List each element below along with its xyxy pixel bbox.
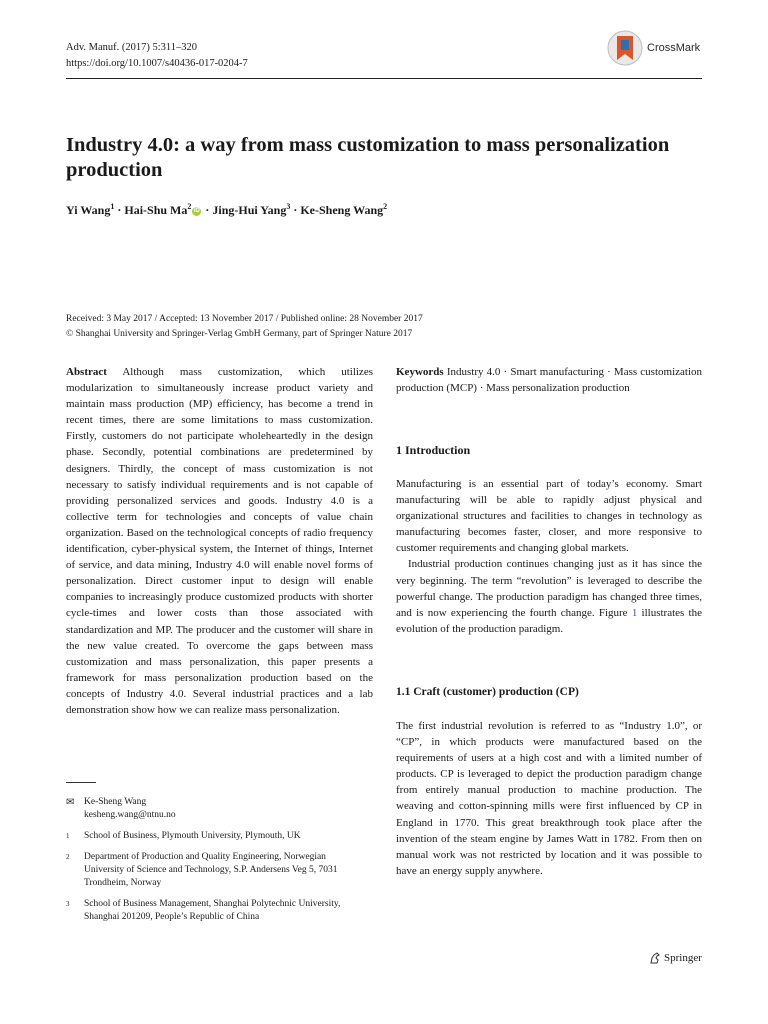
author-separator: ·: [290, 203, 301, 217]
abstract-label: Abstract: [66, 366, 107, 378]
orcid-icon[interactable]: iD: [193, 207, 200, 214]
author-name[interactable]: Hai-Shu Ma: [124, 203, 188, 217]
crossmark-icon: [607, 30, 643, 66]
paragraph-text: Industrial production continues changing just as it has since the very beginning. The term “revolution” is leveraged to describe the powerful change. The production paradigm has changed three times, and is now experiencing the fourth change. Figure: [396, 558, 702, 619]
crossmark-badge[interactable]: [607, 30, 700, 66]
author-name[interactable]: Yi Wang: [66, 203, 111, 217]
affiliation-text: School of Business, Plymouth University, Plymouth, UK: [84, 831, 301, 841]
corresponding-author: [66, 796, 366, 822]
author-name[interactable]: Jing-Hui Yang: [212, 203, 287, 217]
publication-dates: [66, 312, 423, 342]
publisher-logo: [649, 952, 702, 964]
author-separator: ·: [114, 203, 125, 217]
dates-line: Received: 3 May 2017 / Accepted: 13 November 2017 / Published online: 28 November 2017: [66, 314, 423, 324]
author-affiliation: 2: [383, 202, 388, 211]
figure-reference-link[interactable]: 1: [631, 606, 638, 619]
paragraph: The first industrial revolution is referred to as “Industry 1.0”, or “CP”, in which products were manufactured based on the requirements of users at a high cost and with a limited number of products. CP is leveraged to depict the production paradigm change from entirely manual production to machine production. The weaving and cotton-spinning mills were first influenced by CP in England in 1770. This great breakthrough took place after the invention of the steam engine by James Watt in 1782. From then on manual work was not restricted by location and it was possible to have an energy supply anywhere.: [396, 720, 702, 877]
section-heading-introduction: 1 Introduction: [396, 443, 471, 457]
author-separator: ·: [202, 203, 213, 217]
affiliation-item: [66, 830, 366, 843]
doi-link[interactable]: https://doi.org/10.1007/s40436-017-0204-7: [66, 58, 248, 69]
affiliation-text: School of Business Management, Shanghai Polytechnic University, Shanghai 201209, People’s Republic of China: [84, 899, 341, 922]
abstract-text: Although mass customization, which utilizes modularization to simultaneously increase product variety and maintain mass production (MP) efficiency, has become a trend in recent times, there are some limitations to mass customization. Firstly, customers do not participate wholeheartedly in the design phase. Secondly, potential combinations are predetermined by designers. Thirdly, the concept of mass customization is not necessary to satisfy individual requirements and is not capable of providing personalized services and goods. Industry 4.0 is a collective term for technologies and concepts of value chain organization. Based on the technological concepts of radio frequency identification, cyber-physical system, the Internet of things, Internet of service, and data mining, Industry 4.0 will enable novel forms of personalization. Direct customer input to design will enable companies to increasingly produce customized products with shorter cycle-times and lower costs than those associated with standardization and MP. The producer and the customer will share in the new value created. To overcome the gaps between mass customization and mass personalization, this paper presents a framework for mass personalization production based on the concepts of Industry 4.0. Several industrial practices and a lab demonstration show how we can realize mass personalization.: [66, 366, 373, 716]
header-divider: [66, 78, 702, 79]
abstract: [66, 364, 373, 718]
keywords-text: Industry 4.0 · Smart manufacturing · Mass customization production (MCP) · Mass personalization production: [396, 366, 702, 395]
affiliation-number: 2: [66, 853, 70, 861]
envelope-icon: ✉: [66, 797, 75, 808]
publisher-name: Springer: [664, 952, 702, 964]
paragraph-text: illustrates the evolution of the production paradigm.: [396, 606, 702, 635]
affiliation-item: [66, 898, 366, 924]
introduction-body: [396, 476, 702, 637]
keywords-label: Keywords: [396, 366, 444, 378]
journal-reference: Adv. Manuf. (2017) 5:311–320: [66, 42, 198, 53]
author-list: [66, 202, 387, 218]
footnote-divider: [66, 782, 96, 783]
affiliation-text: Department of Production and Quality Engineering, Norwegian University of Science and Technology, S.P. Andersens Veg 5, 7031 Trondheim, Norway: [84, 852, 338, 888]
subsection-heading-craft-production: 1.1 Craft (customer) production (CP): [396, 686, 579, 698]
article-title: Industry 4.0: a way from mass customization to mass personalization production: [66, 134, 670, 181]
crossmark-label: CrossMark: [647, 42, 701, 54]
affiliation-number: 3: [66, 900, 70, 908]
springer-horse-icon: [649, 952, 661, 964]
author-name[interactable]: Ke-Sheng Wang: [300, 203, 384, 217]
affiliation-item: [66, 851, 366, 890]
footnotes: [66, 796, 366, 932]
affiliation-number: 1: [66, 832, 70, 840]
craft-production-body: [396, 718, 702, 879]
journal-header: [66, 40, 248, 72]
contact-name: Ke-Sheng Wang: [84, 797, 147, 807]
paragraph: [396, 556, 702, 636]
contact-email[interactable]: kesheng.wang@ntnu.no: [84, 810, 176, 820]
author-affiliation: 2: [187, 202, 192, 211]
paragraph: Manufacturing is an essential part of today’s economy. Smart manufacturing will be able to rapidly adjust physical and organizational structures and facilities to changes in technology as manufacturing becomes faster, closer, and more responsive to customer requirements and changing global markets.: [396, 478, 702, 555]
author-affiliation: 3: [286, 202, 291, 211]
keywords: [396, 364, 702, 396]
author-affiliation: 1: [110, 202, 115, 211]
copyright-line: © Shanghai University and Springer-Verlag GmbH Germany, part of Springer Nature 2017: [66, 329, 413, 339]
